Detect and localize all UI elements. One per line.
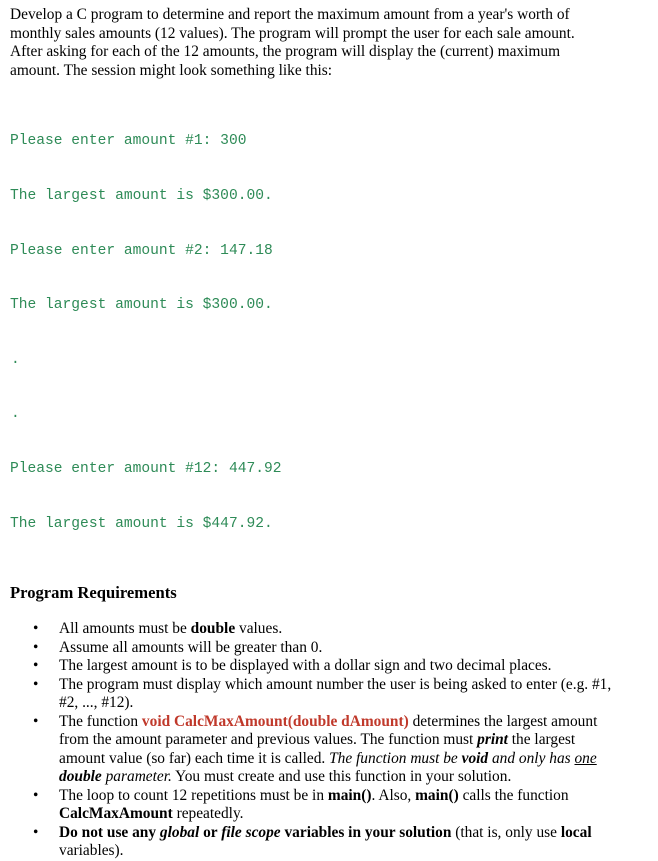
- bullet-icon: •: [33, 712, 39, 730]
- intro-line: amount. The session might look something like this:: [10, 61, 333, 79]
- session-ellipsis-dot: .: [11, 406, 20, 423]
- session-line: The largest amount is $447.92.: [10, 515, 273, 532]
- session-line: The largest amount is $300.00.: [10, 297, 273, 314]
- intro-line: Develop a C program to determine and report the maximum amount from a year's worth of: [10, 6, 570, 23]
- sample-session: [10, 96, 650, 569]
- intro-paragraph: [10, 6, 650, 80]
- section-heading: Program Requirements: [10, 583, 177, 603]
- intro-line: After asking for each of the 12 amounts, the program will display the (current) maximum: [10, 43, 561, 60]
- list-item: • All amounts must be double values.: [33, 620, 283, 638]
- session-ellipsis-dot: .: [11, 351, 20, 368]
- session-line: The largest amount is $300.00.: [10, 188, 273, 204]
- list-item: • Do not use any global or file scope variables in your solution (that is, only use local variables).: [33, 823, 592, 860]
- bullet-icon: •: [33, 638, 39, 656]
- bullet-icon: •: [33, 675, 39, 693]
- list-item: • Assume all amounts will be greater than 0.: [33, 638, 323, 656]
- list-item: • The loop to count 12 repetitions must be in main(). Also, main() calls the function CalcMaxAmount repeatedly.: [33, 786, 569, 823]
- list-item: • The function void CalcMaxAmount(double dAmount) determines the largest amount from the amount parameter and previous values. The function must print the largest amount value (so far) each time it is called. The function must be void and only has one double parameter. You must create and use this function in your solution.: [33, 712, 598, 786]
- function-signature: void CalcMaxAmount(double dAmount): [141, 712, 409, 730]
- list-item: • The program must display which amount number the user is being asked to enter (e.g. #1, #2, ..., #12).: [33, 675, 612, 712]
- bullet-icon: •: [33, 823, 39, 841]
- bullet-icon: •: [33, 786, 39, 804]
- session-line: Please enter amount #1: 300: [10, 133, 247, 150]
- requirements-list: [10, 620, 650, 861]
- document-page: [10, 6, 650, 861]
- session-line: Please enter amount #2: 147.18: [10, 242, 273, 259]
- session-line: Please enter amount #12: 447.92: [10, 460, 282, 477]
- intro-line: monthly sales amounts (12 values). The program will prompt the user for each sale amount.: [10, 24, 575, 42]
- list-item: • The largest amount is to be displayed with a dollar sign and two decimal places.: [33, 657, 552, 675]
- bullet-icon: •: [33, 620, 39, 638]
- bullet-icon: •: [33, 657, 39, 675]
